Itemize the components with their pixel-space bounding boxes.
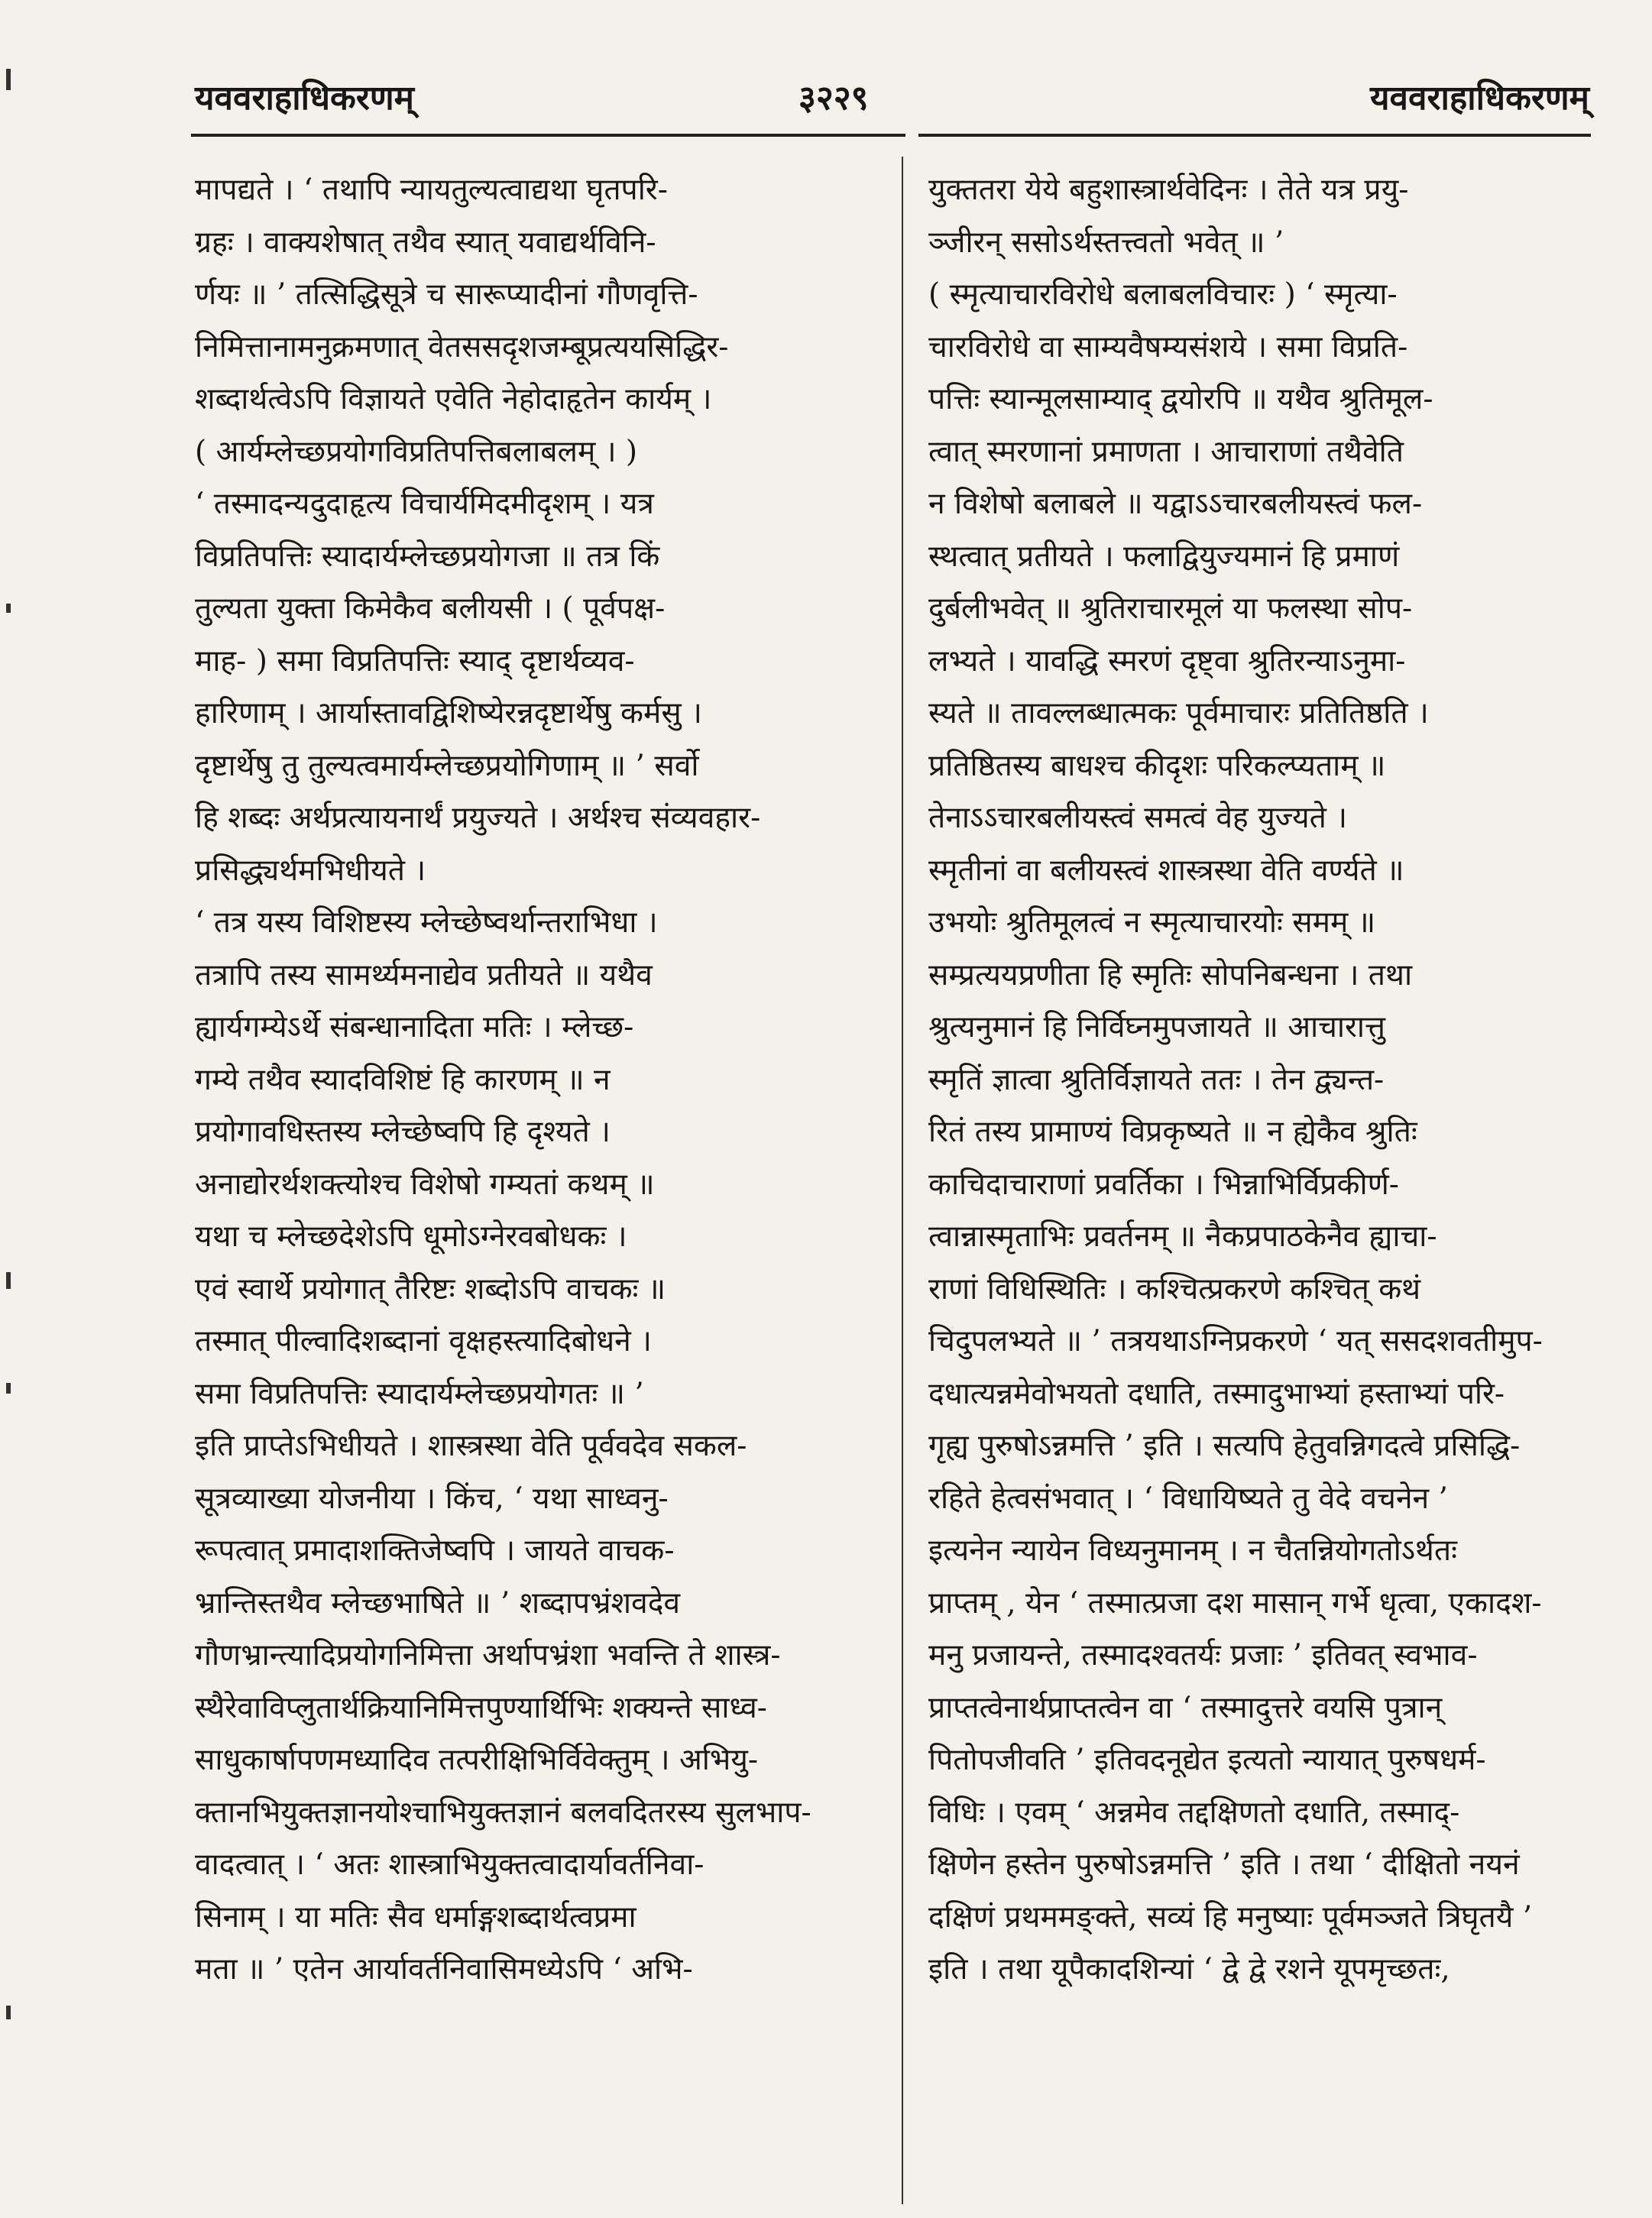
text-line: युक्ततरा येये बहुशास्त्रार्थवेदिनः । तेते यत्र प्रयु- [928, 173, 1409, 207]
text-line: गृह्य पुरुषोऽन्नमत्ति ’ इति । सत्यपि हेतुवन्निगदत्वे प्रसिद्धि- [928, 1429, 1521, 1463]
margin-mark [6, 1383, 11, 1394]
text-line: ( स्मृत्याचारविरोधे बलाबलविचारः ) ‘ स्मृत्या- [928, 277, 1398, 312]
text-line: दुर्बलीभवेत् ॥ श्रुतिराचारमूलं या फलस्था सोप- [928, 591, 1413, 626]
text-line: त्वात् स्मरणानां प्रमाणता । आचाराणां तथैवेति [928, 434, 1404, 469]
text-line: प्रतिष्ठितस्य बाधश्च कीदृशः परिकल्प्यताम् ॥ [928, 748, 1386, 783]
text-line: गम्ये तथैव स्यादविशिष्टं हि कारणम् ॥ न [195, 1062, 611, 1097]
header-rule-right [918, 134, 1591, 137]
text-line: यथा च म्लेच्छदेशेऽपि धूमोऽग्नेरवबोधकः । [195, 1219, 627, 1254]
text-line: न विशेषो बलाबले ॥ यद्वाऽऽचारबलीयस्त्वं फल- [928, 487, 1423, 521]
text-line: एवं स्वार्थे प्रयोगात् तैरिष्टः शब्दोऽपि वाचकः ॥ [195, 1271, 666, 1307]
text-line: चिदुपलभ्यते ॥ ’ तत्रयथाऽग्निप्रकरणे ‘ यत् ससदशवतीमुप- [928, 1324, 1543, 1358]
text-line: साधुकार्षापणमध्यादिव तत्परीक्षिभिर्विवेक्तुम् । अभियु- [195, 1743, 759, 1777]
text-line: तस्मात् पील्वादिशब्दानां वृक्षहस्त्यादिबोधने । [195, 1324, 652, 1358]
text-line: रितं तस्य प्रामाण्यं विप्रकृष्यते ॥ न ह्येकैव श्रुतिः [928, 1115, 1417, 1149]
text-line: सिनाम् । या मतिः सैव धर्माङ्गशब्दार्थत्वप्रमा [195, 1899, 637, 1935]
running-title-right: यववराहाधिकरणम् [1370, 79, 1589, 118]
text-line: काचिदाचाराणां प्रवर्तिका । भिन्नाभिर्विप्रकीर्ण- [928, 1167, 1399, 1202]
text-line: मता ॥ ’ एतेन आर्यावर्तनिवासिमध्येऽपि ‘ अभि- [195, 1952, 693, 1986]
text-line: राणां विधिस्थितिः । कश्चित्प्रकरणे कश्चित् कथं [928, 1271, 1421, 1307]
text-line: तेनाऽऽचारबलीयस्त्वं समत्वं वेह युज्यते । [928, 801, 1348, 835]
text-line: मापद्यते । ‘ तथापि न्यायतुल्यत्वाद्यथा घृतपरि- [195, 173, 668, 207]
page-number: ३२२९ [798, 79, 869, 118]
text-line: स्मृतीनां वा बलीयस्त्वं शास्त्रस्था वेति वर्ण्यते ॥ [928, 853, 1404, 888]
text-line: ग्रहः । वाक्यशेषात् तथैव स्यात् यवाद्यर्थविनि- [195, 225, 656, 260]
text-line: ञ्जीरन् ससोऽर्थस्तत्त्वतो भवेत् ॥ ’ [928, 225, 1284, 260]
text-line: समा विप्रतिपत्तिः स्यादार्यम्लेच्छप्रयोगतः ॥ ’ [195, 1376, 644, 1411]
text-line: स्थैरेवाविप्लुतार्थक्रियानिमित्तपुण्यार्थिभिः शक्यन्ते साध्व- [195, 1690, 767, 1725]
margin-mark [6, 69, 11, 90]
page-header [195, 73, 1589, 127]
text-line: इति । तथा यूपैकादशिन्यां ‘ द्वे द्वे रशने यूपमृच्छतः, [928, 1952, 1450, 1986]
text-line: पितोपजीवति ’ इतिवदनूद्येत इत्यतो न्यायात् पुरुषधर्म- [928, 1743, 1486, 1777]
column-divider [902, 157, 903, 2204]
text-line: तुल्यता युक्ता किमेकैव बलीयसी । ( पूर्वपक्ष- [195, 591, 666, 626]
text-line: रूपत्वात् प्रमादाशक्तिजेष्वपि । जायते वाचक- [195, 1533, 675, 1568]
text-line: मनु प्रजायन्ते, तस्मादश्वतर्यः प्रजाः ’ इतिवत् स्वभाव- [928, 1638, 1478, 1672]
text-line: ‘ तत्र यस्य विशिष्टस्य म्लेच्छेष्वर्थान्तराभिधा । [195, 905, 658, 940]
text-line: प्रयोगावधिस्तस्य म्लेच्छेष्वपि हि दृश्यते । [195, 1115, 611, 1149]
text-line: क्तानभियुक्तज्ञानयोश्चाभियुक्तज्ञानं बलवदितरस्य सुलभाप- [195, 1795, 811, 1830]
text-line: दधात्यन्नमेवोभयतो दधाति, तस्मादुभाभ्यां हस्ताभ्यां परि- [928, 1376, 1505, 1411]
text-line: ‘ तस्मादन्यदुदाहृत्य विचार्यमिदमीदृशम् । यत्र [195, 487, 654, 521]
text-line: शब्दार्थत्वेऽपि विज्ञायते एवेति नेहोदाहृतेन कार्यम् । [195, 382, 712, 416]
text-line: इत्यनेन न्यायेन विध्यनुमानम् । न चैतन्नियोगतोऽर्थतः [928, 1533, 1457, 1568]
text-line: र्णयः ॥ ’ तत्सिद्धिसूत्रे च सारूप्यादीनां गौणवृत्ति- [195, 277, 698, 312]
header-rule-left [191, 134, 905, 137]
right-column [928, 164, 1605, 1996]
text-line: वादत्वात् । ‘ अतः शास्त्राभियुक्तत्वादार्यावर्तनिवा- [195, 1847, 705, 1882]
margin-mark [6, 1272, 11, 1289]
text-line: हि शब्दः अर्थप्रत्यायनार्थं प्रयुज्यते । अर्थश्च संव्यवहार- [195, 801, 761, 835]
text-line: अनाद्योरर्थशक्त्योश्च विशेषो गम्यतां कथम् ॥ [195, 1167, 655, 1202]
text-line: विधिः । एवम् ‘ अन्नमेव तद्दक्षिणतो दधाति, तस्माद्- [928, 1795, 1460, 1830]
text-line: विप्रतिपत्तिः स्यादार्यम्लेच्छप्रयोगजा ॥ तत्र किं [195, 539, 660, 574]
text-line: उभयोः श्रुतिमूलत्वं न स्मृत्याचारयोः समम् ॥ [928, 905, 1376, 940]
running-title-left: यववराहाधिकरणम् [195, 79, 414, 118]
text-line: लभ्यते । यावद्धि स्मरणं दृष्ट्वा श्रुतिरन्याऽनुमा- [928, 643, 1406, 678]
text-line: निमित्तानामनुक्रमणात् वेतससदृशजम्बूप्रत्ययसिद्धिर- [195, 329, 729, 364]
margin-mark [6, 2006, 11, 2019]
text-line: प्राप्तत्वेनार्थप्राप्तत्वेन वा ‘ तस्मादुत्तरे वयसि पुत्रान् [928, 1690, 1443, 1725]
text-line: हारिणाम् । आर्यास्तावद्विशिष्येरन्नदृष्टार्थेषु कर्मसु । [195, 696, 702, 730]
text-line: माह- ) समा विप्रतिपत्तिः स्याद् दृष्टार्थव्यव- [195, 643, 635, 678]
text-line: चारविरोधे वा साम्यवैषम्यसंशये । समा विप्रति- [928, 329, 1408, 364]
text-line: श्रुत्यनुमानं हि निर्विघ्नमुपजायते ॥ आचारात्तु [928, 1010, 1385, 1044]
text-line: ह्यार्यगम्येऽर्थे संबन्धानादिता मतिः । म्लेच्छ- [195, 1010, 634, 1044]
text-line: गौणभ्रान्त्यादिप्रयोगनिमित्ता अर्थापभ्रंशा भवन्ति ते शास्त्र- [195, 1638, 781, 1672]
text-line: भ्रान्तिस्तथैव म्लेच्छभाषिते ॥ ’ शब्दापभ्रंशवदेव [195, 1585, 681, 1621]
text-line: क्षिणेन हस्तेन पुरुषोऽन्नमत्ति ’ इति । तथा ‘ दीक्षितो नयनं [928, 1847, 1520, 1882]
text-line: दक्षिणं प्रथममङ्क्ते, सव्यं हि मनुष्याः पूर्वमञ्जते त्रिघृतयै ’ [928, 1899, 1533, 1935]
text-line: स्मृतिं ज्ञात्वा श्रुतिर्विज्ञायते ततः । तेन द्व्यन्त- [928, 1062, 1385, 1097]
text-line: प्रसिद्ध्यर्थमभिधीयते । [195, 853, 426, 888]
text-line: इति प्राप्तेऽभिधीयते । शास्त्रस्था वेति पूर्ववदेव सकल- [195, 1429, 747, 1463]
left-column [195, 164, 886, 1996]
text-line: स्थत्वात् प्रतीयते । फलाद्वियुज्यमानं हि प्रमाणं [928, 539, 1400, 574]
text-line: दृष्टार्थेषु तु तुल्यत्वमार्यम्लेच्छप्रयोगिणाम् ॥ ’ सर्वो [195, 748, 699, 783]
text-line: पत्तिः स्यान्मूलसाम्याद् द्वयोरपि ॥ यथैव श्रुतिमूल- [928, 382, 1433, 416]
text-line: स्यते ॥ तावल्लब्धात्मकः पूर्वमाचारः प्रतितिष्ठति । [928, 696, 1429, 730]
text-line: त्वान्नास्मृताभिः प्रवर्तनम् ॥ नैकप्रपाठकेनैव ह्याचा- [928, 1219, 1437, 1254]
text-line: प्राप्तम् , येन ‘ तस्मात्प्रजा दश मासान् गर्भे धृत्वा, एकादश- [928, 1585, 1542, 1621]
text-line: रहिते हेत्वसंभवात् । ‘ विधायिष्यते तु वेदे वचनेन ’ [928, 1481, 1448, 1516]
text-line: तत्रापि तस्य सामर्थ्यमनाद्येव प्रतीयते ॥ यथैव [195, 957, 653, 992]
margin-mark [6, 604, 11, 613]
text-line: सूत्रव्याख्या योजनीया । किंच, ‘ यथा साध्वनु- [195, 1481, 669, 1516]
text-line: ( आर्यम्लेच्छप्रयोगविप्रतिपत्तिबलाबलम् । ) [195, 434, 638, 469]
text-line: सम्प्रत्ययप्रणीता हि स्मृतिः सोपनिबन्धना । तथा [928, 957, 1413, 992]
